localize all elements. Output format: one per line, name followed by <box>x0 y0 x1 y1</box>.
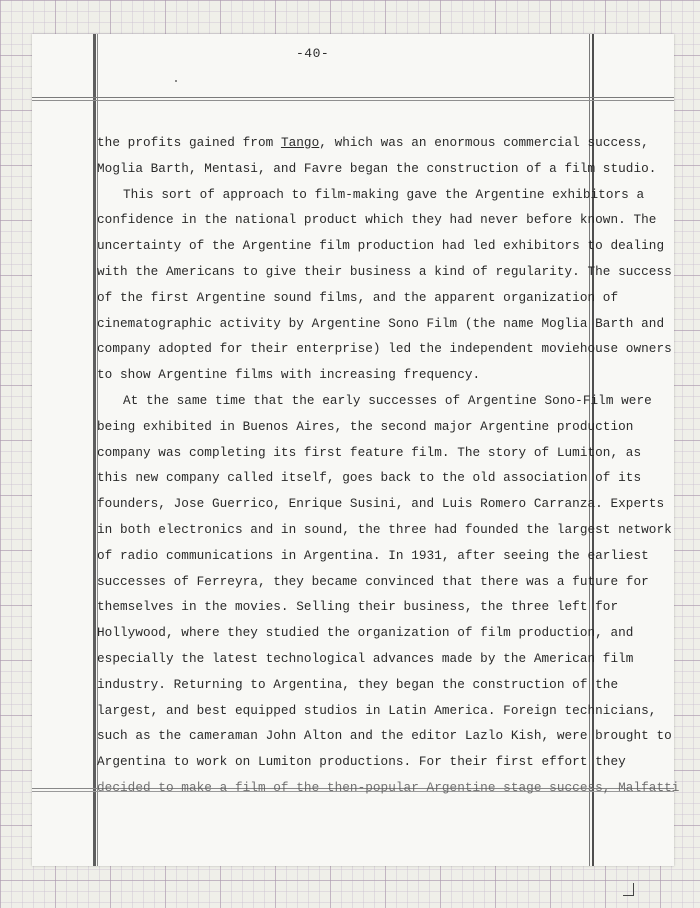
text-line: of the first Argentine sound films, and the apparent organization of <box>97 289 619 305</box>
film-title-tango: Tango <box>280 135 320 150</box>
text-line: Hollywood, where they studied the organization of film production, and <box>97 625 634 641</box>
text-line: industry. Returning to Argentina, they began the construction of the <box>97 676 619 692</box>
text-line: company was completing its first feature film. The story of Lumiton, as <box>97 444 642 460</box>
left-margin-rule <box>93 34 96 866</box>
text-line: such as the cameraman John Alton and the editor Lazlo Kish, were brought to <box>97 728 672 744</box>
text-line: uncertainty of the Argentine film production had led exhibitors to dealing <box>97 238 665 254</box>
text-line: confidence in the national product which they had never before known. The <box>97 212 657 228</box>
text-line: cinematographic activity by Argentine Sono Film (the name Moglia Barth and <box>97 315 665 331</box>
text-line-last: decided to make a film of the then-popular Argentine stage success, Malfatti <box>97 779 680 795</box>
grid-corner-mark <box>623 883 634 896</box>
text-line: to show Argentine films with increasing frequency. <box>97 367 481 383</box>
text-line: especially the latest technological advances made by the American film <box>97 650 634 666</box>
text-line: company adopted for their enterprise) led the independent moviehouse owners <box>97 341 672 357</box>
page-number: -40- <box>296 46 330 61</box>
paragraph-start-line: This sort of approach to film-making gave the Argentine exhibitors a <box>123 186 645 202</box>
paper-speck <box>175 80 177 82</box>
text-line: in both electronics and in sound, the three had founded the largest network <box>97 521 672 537</box>
text-line: of radio communications in Argentina. In 1931, after seeing the earliest <box>97 547 649 563</box>
text-line: this new company called itself, goes back to the old association of its <box>97 470 642 486</box>
text-line: Moglia Barth, Mentasi, and Favre began the construction of a film studio. <box>97 160 657 176</box>
text-line: being exhibited in Buenos Aires, the second major Argentine production <box>97 418 634 434</box>
text-line: founders, Jose Guerrico, Enrique Susini, and Luis Romero Carranza. Experts <box>97 496 665 512</box>
text-line: themselves in the movies. Selling their business, the three left for <box>97 599 619 615</box>
text-line <box>97 130 649 156</box>
text-segment: , which was an enormous commercial success, <box>319 135 649 150</box>
text-line: Argentina to work on Lumiton productions. For their first effort they <box>97 754 626 770</box>
top-margin-rule-inner <box>32 100 674 101</box>
paragraph-start-line: At the same time that the early successes of Argentine Sono-Film were <box>123 392 652 408</box>
top-margin-rule <box>32 97 674 98</box>
text-line: with the Americans to give their business a kind of regularity. The success <box>97 263 672 279</box>
text-line: successes of Ferreyra, they became convinced that there was a future for <box>97 573 649 589</box>
body-text <box>97 130 680 801</box>
text-line: largest, and best equipped studios in Latin America. Foreign technicians, <box>97 702 657 718</box>
text-segment: the profits gained from <box>97 135 281 150</box>
